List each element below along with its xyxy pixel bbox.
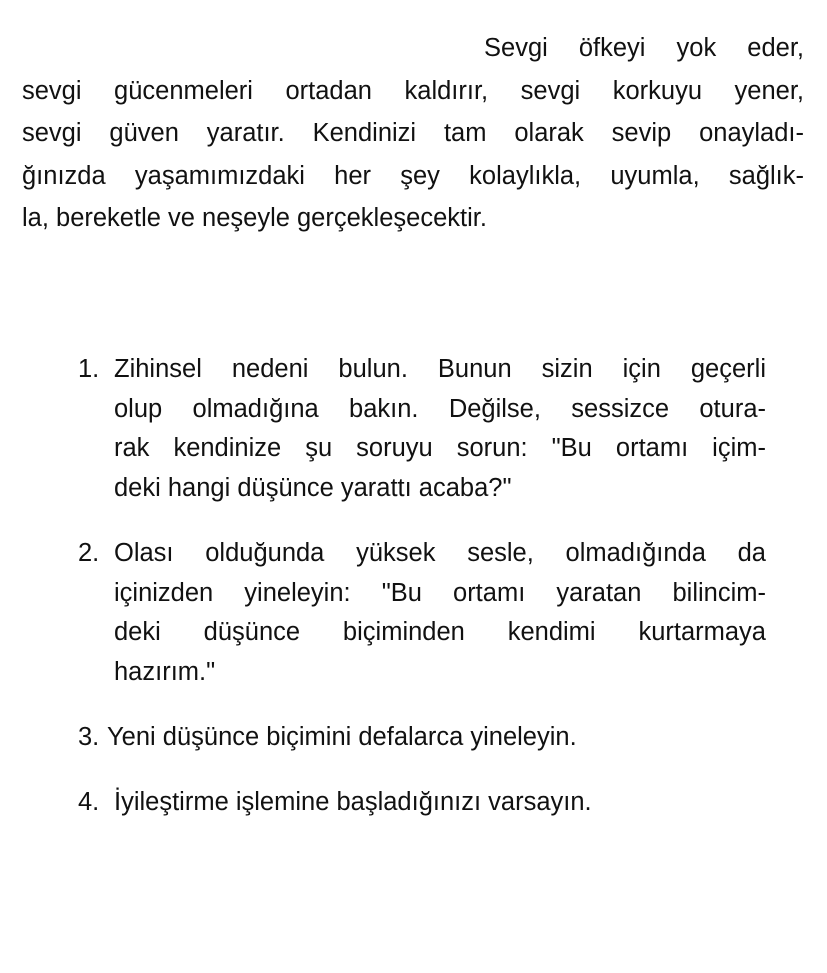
step-line: hazırım." — [114, 657, 216, 686]
step-line: İyileştirme işlemine başladığınızı varsayın. — [114, 787, 592, 816]
step-line: olup olmadığına bakın. Değilse, sessizce otura- — [114, 394, 766, 423]
step-line: içinizden yineleyin: "Bu ortamı yaratan bilincim- — [114, 578, 766, 607]
step-line: Yeni düşünce biçimini defalarca yineleyin. — [107, 723, 577, 751]
step-item — [78, 783, 766, 823]
step-number: 2. — [78, 539, 100, 567]
step-line: Zihinsel nedeni bulun. Bunun sizin için geçerli — [114, 355, 766, 383]
step-item — [78, 718, 766, 758]
step-number: 1. — [78, 355, 100, 383]
steps-list — [78, 350, 766, 822]
intro-line: sevgi güven yaratır. Kendinizi tam olarak sevip onayladı- — [22, 119, 804, 147]
step-number: 3. — [78, 723, 100, 751]
step-item — [78, 534, 766, 692]
step-item — [78, 350, 766, 508]
intro-line: Sevgi öfkeyi yok eder, — [484, 34, 804, 62]
step-line: deki hangi düşünce yarattı acaba?" — [114, 473, 512, 502]
step-line: deki düşünce biçiminden kendimi kurtarmaya — [114, 618, 766, 646]
step-number: 4. — [78, 787, 100, 816]
intro-paragraph — [22, 27, 804, 240]
intro-line: la, bereketle ve neşeyle gerçekleşecektir. — [22, 204, 487, 232]
step-line: Olası olduğunda yüksek sesle, olmadığında da — [114, 539, 766, 567]
intro-line: ğınızda yaşamımızdaki her şey kolaylıkla, uyumla, sağlık- — [22, 161, 804, 190]
intro-line: sevgi gücenmeleri ortadan kaldırır, sevgi korkuyu yener, — [22, 76, 804, 105]
step-line: rak kendinize şu soruyu sorun: "Bu ortamı içim- — [114, 434, 766, 462]
